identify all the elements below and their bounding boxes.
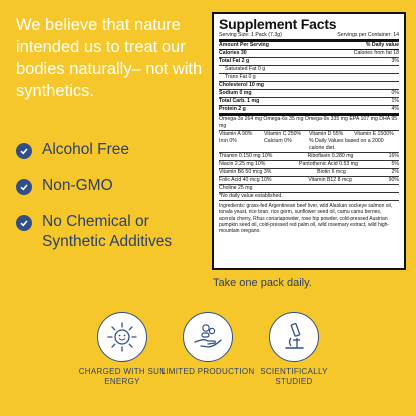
- sun-icon: [97, 312, 147, 362]
- vitamin-b12-dv: 90%: [388, 177, 399, 183]
- dosage-text: Take one pack daily.: [213, 277, 312, 289]
- claims-list: [16, 140, 206, 268]
- intro-text: We believe that nature intended us to treat our bodies naturally– not with synthetics.: [16, 16, 203, 100]
- total-fat-row: [219, 58, 399, 66]
- choline: Choline 25 mg: [219, 185, 399, 193]
- daily-value-header: % Daily value: [365, 42, 399, 48]
- niacin: Niacin 2.25 mg 10%: [219, 161, 266, 167]
- vitamin-d: Vitamin D 55%: [309, 131, 344, 137]
- badge-sun-energy: [72, 312, 172, 387]
- biotin-dv: 2%: [391, 169, 399, 175]
- protein-row: [219, 106, 399, 116]
- riboflavin-dv: 16%: [388, 153, 399, 159]
- biotin: Biotin 6 mcg: [317, 169, 346, 175]
- thiamin: Thiamin 0.150 mg 10%: [219, 153, 273, 159]
- amount-header: [219, 42, 399, 50]
- total-carb: Total Carb. 1 mg: [219, 98, 260, 104]
- claim-label: Non-GMO: [42, 177, 113, 194]
- no-dv-note: *No daily value established.: [219, 193, 399, 201]
- badge-label: CHARGED WITH SUN ENERGY: [78, 367, 166, 386]
- folic-acid: Folic Acid 40 mcg 10%: [219, 177, 272, 183]
- trans-fat: Trans Fat 0 g: [219, 74, 399, 82]
- vitamin-b12: Vitamin B12 8 mcg: [308, 177, 352, 183]
- claim-alcohol-free: [16, 140, 206, 160]
- cholesterol: Cholesterol 10 mg: [219, 82, 399, 90]
- protein: Protein 2 g: [219, 106, 246, 112]
- microscope-icon: [269, 312, 319, 362]
- badges-row: [0, 300, 416, 416]
- ingredients: Ingredients: grass-fed Argentinean beef liver, wild Alaskan sockeye salmon oil, tonala yeast, rice bran, rice germ, sunflower seed oil, camu camu berries, acerola cherry, Rhus coriariapowder, rose hip powder, cold-pressed Austrian pumpkin seed oil, cold-pressed red palm oil, wild rosemary extract, wild high-mountain oregano.: [219, 203, 393, 235]
- b-vitamins-row-1: [219, 153, 399, 161]
- vitamin-b6: Vitamin B6 50 mcg 3%: [219, 169, 272, 175]
- pct-note: % Daily Values based on a 2000 calorie diet.: [309, 138, 384, 151]
- vitamins-row-1: [219, 131, 399, 138]
- carb-dv: 1%: [391, 98, 399, 104]
- badge-limited-production: [158, 312, 258, 377]
- calories-row: [219, 50, 399, 58]
- check-icon: [16, 143, 32, 159]
- serving-row: [219, 32, 399, 42]
- total-fat-dv: 3%: [391, 58, 399, 64]
- carb-row: [219, 98, 399, 106]
- total-fat: Total Fat 2 g: [219, 58, 250, 64]
- badge-scientifically-studied: [244, 312, 344, 387]
- pantothenic-acid: Pantothenic Acid 0.53 mg: [299, 161, 358, 167]
- protein-dv: 4%: [391, 106, 399, 112]
- sodium: Sodium 0 mg: [219, 90, 252, 96]
- serving-size: Serving Size: 1 Pack (7.3g): [219, 32, 282, 38]
- calcium: Calcium 0%: [264, 138, 292, 144]
- vitamin-c: Vitamin C 250%: [264, 131, 302, 137]
- servings-per-container: Servings per Container: 14: [337, 32, 399, 38]
- omega-line: Omega-3s 264 mg Omega-6s 35 mg Omega-9s 335 mg EPA 107 mg DHA 95 mg: [219, 116, 398, 129]
- b-vitamins-row-3: [219, 169, 399, 177]
- pantothenic-dv: 5%: [391, 161, 399, 167]
- calories: Calories 30: [219, 50, 247, 56]
- sodium-row: [219, 90, 399, 98]
- claim-non-gmo: [16, 176, 206, 196]
- claim-no-additives: [16, 212, 206, 252]
- calories-from-fat: Calories from fat 18: [353, 50, 399, 56]
- iron: Iron 0%: [219, 138, 237, 144]
- check-icon: [16, 215, 32, 231]
- amount-per-serving: Amount Per Serving: [219, 42, 269, 48]
- check-icon: [16, 179, 32, 195]
- supplement-facts-panel: [212, 12, 406, 270]
- vitamin-e: Vitamin E 1500%: [354, 131, 394, 137]
- claim-label: Alcohol Free: [42, 141, 130, 158]
- vitamin-a: Vitamin A 90%: [219, 131, 253, 137]
- riboflavin: Riboflavin 0.280 mg: [307, 153, 354, 159]
- badge-label: LIMITED PRODUCTION: [161, 367, 255, 376]
- claim-label: No Chemical or Synthetic Additives: [42, 213, 173, 250]
- facts-title: Supplement Facts: [219, 16, 337, 32]
- sodium-dv: 0%: [391, 90, 399, 96]
- vitamins-row-2: [219, 138, 399, 153]
- b-vitamins-row-4: [219, 177, 399, 185]
- b-vitamins-row-2: [219, 161, 399, 169]
- badge-label: SCIENTIFICALLY STUDIED: [260, 367, 328, 386]
- hand-pills-icon: [183, 312, 233, 362]
- saturated-fat: Saturated Fat 0 g: [219, 66, 399, 74]
